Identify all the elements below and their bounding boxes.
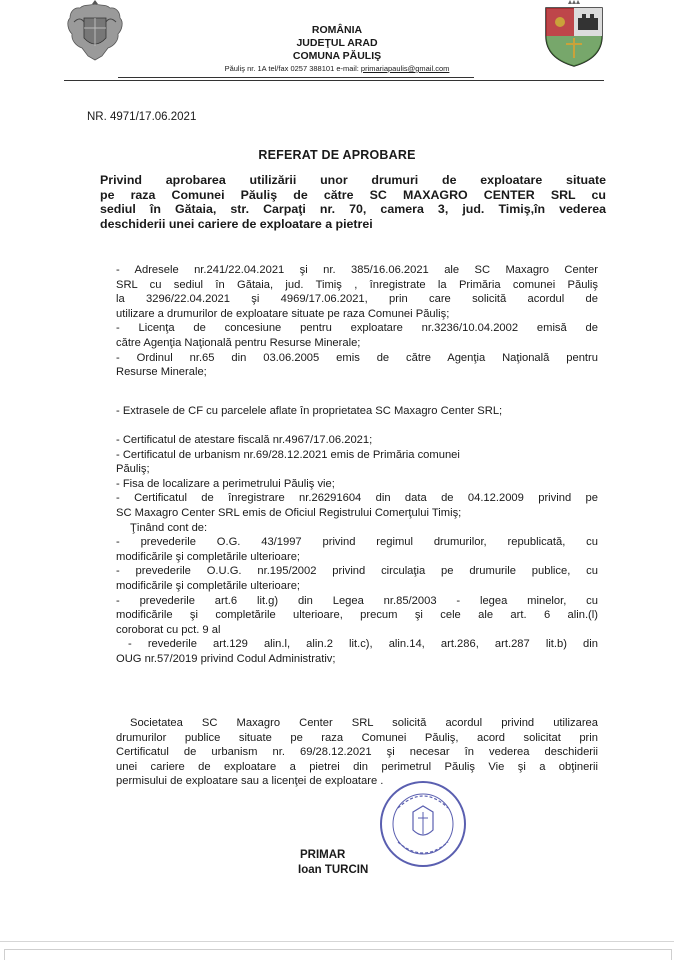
- signature-role: PRIMAR: [300, 849, 346, 861]
- body-line: modificările şi completările ulterioare, precum şi cele ale art. 6 alin.(l): [116, 609, 598, 622]
- body-line: la 3296/22.04.2021 şi 4969/17.06.2021, prin care solicită acordul de: [116, 293, 598, 306]
- document-subject: [100, 173, 606, 231]
- subject-line: Privind aprobarea utilizării unor drumuri de exploatare situate: [100, 173, 606, 187]
- body-line: Societatea SC Maxagro Center SRL solicită acordul privind utilizarea: [130, 717, 598, 729]
- body-line: - Certificatul de urbanism nr.69/28.12.2021 emis de Primăria comunei: [116, 448, 460, 461]
- header-rule: [118, 77, 474, 78]
- body-line: - revederile art.129 alin.l, alin.2 lit.c), alin.14, art.286, art.287 lit.b) din: [128, 638, 598, 651]
- header-rule-outer: [64, 80, 604, 81]
- body-block-references: [116, 263, 598, 380]
- contact-text: Păuliş nr. 1A tel/fax 0257 388101 e-mail:: [224, 64, 361, 73]
- body-block-certificates: [116, 433, 598, 667]
- body-block-request: [116, 716, 598, 789]
- body-line: OUG nr.57/2019 privind Codul Administrativ;: [116, 652, 336, 665]
- body-line: modificările şi completările ulterioare;: [116, 579, 301, 592]
- next-page-edge: [0, 941, 674, 961]
- body-line: SRL cu sediul în Gătaia, jud. Timiş , înregistrate la Primăria comunei Păuliş: [116, 278, 598, 291]
- header-country: ROMÂNIA: [311, 24, 363, 36]
- body-line: - Ordinul nr.65 din 03.06.2005 emis de către Agenţia Naţională pentru: [116, 351, 598, 364]
- body-line: SC Maxagro Center SRL emis de Oficiul Registrului Comerţului Timiş;: [116, 506, 462, 519]
- body-line: Certificatul de urbanism nr. 69/28.12.2021 şi necesar în vederea deschiderii: [116, 746, 598, 759]
- header-county: JUDEŢUL ARAD: [296, 37, 378, 49]
- next-page-strip: [4, 949, 672, 960]
- contact-email-link[interactable]: primariapaulis@gmail.com: [360, 64, 450, 73]
- subject-line: deschiderii unei cariere de exploatare a pietrei: [100, 216, 373, 231]
- body-line: Ţinând cont de:: [130, 521, 208, 534]
- body-line: Resurse Minerale;: [116, 366, 207, 379]
- signature-name: Ioan TURCIN: [298, 864, 369, 876]
- body-line: - Fisa de localizare a perimetrului Păuliş vie;: [116, 477, 335, 490]
- registration-number: NR. 4971/17.06.2021: [87, 111, 197, 123]
- body-line: permisului de exploatare sau a licenţei de exploatare .: [116, 775, 384, 788]
- body-line: drumurilor publice situate pe raza Comunei Păuliş, acord solicitat prin: [116, 731, 598, 744]
- header-commune: COMUNA PĂULIŞ: [292, 50, 382, 62]
- body-line: - Certificatul de atestare fiscală nr.4967/17.06.2021;: [116, 434, 373, 446]
- body-block-cf: [116, 404, 606, 419]
- body-line: coroborat cu pct. 9 al: [116, 623, 221, 636]
- arad-county-coat-of-arms-icon: [538, 0, 610, 68]
- body-line: Păuliş;: [116, 463, 150, 476]
- subject-line: pe raza Comunei Păuliş de către SC MAXAGRO CENTER SRL cu: [100, 187, 606, 202]
- body-line: - prevederile O.G. 43/1997 privind regimul drumurilor, republicată, cu: [116, 536, 598, 549]
- subject-line: sediul în Gătaia, str. Carpaţi nr. 70, camera 3, jud. Timiş,în vederea: [100, 202, 606, 216]
- body-line: către Agenţia Naţională pentru Resurse Minerale;: [116, 336, 361, 349]
- body-line: - Adresele nr.241/22.04.2021 şi nr. 385/16.06.2021 ale SC Maxagro Center: [116, 264, 598, 276]
- body-line: - Licenţa de concesiune pentru exploatare nr.3236/10.04.2002 emisă de: [116, 322, 598, 335]
- body-line: utilizare a drumurilor de exploatare situate pe raza Comunei Păuliş;: [116, 307, 450, 320]
- body-line: - Extrasele de CF cu parcelele aflate în proprietatea SC Maxagro Center SRL;: [116, 405, 503, 417]
- body-line: - prevederile O.U.G. nr.195/2002 privind circulaţia pe drumurile publice, cu: [116, 565, 598, 578]
- document-title: REFERAT DE APROBARE: [258, 148, 416, 162]
- body-line: unei cariere de exploatare a pietrei din perimetrul Păuliş Vie şi a obţinerii: [116, 760, 598, 773]
- body-line: - prevederile art.6 lit.g) din Legea nr.85/2003 - legea minelor, cu: [116, 594, 598, 607]
- signature-block: [300, 848, 368, 878]
- body-line: - Certificatul de înregistrare nr.26291604 din data de 04.12.2009 privind pe: [116, 492, 598, 505]
- body-line: modificările şi completările ulterioare;: [116, 550, 301, 563]
- official-stamp-icon: [378, 778, 468, 870]
